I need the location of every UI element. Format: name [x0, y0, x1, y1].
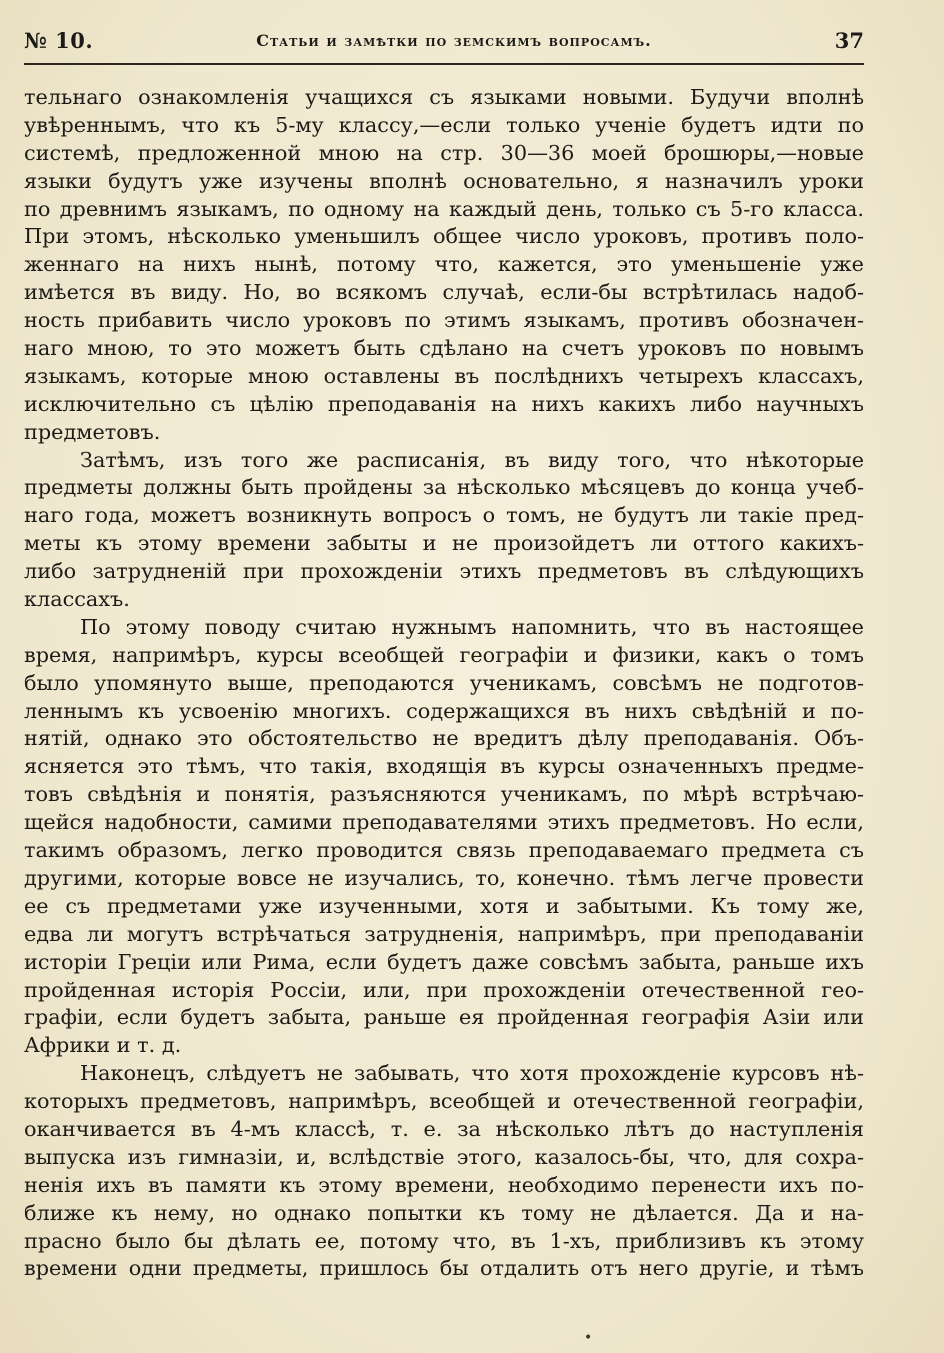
text-line: классахъ. [24, 587, 130, 612]
text-line: При этомъ, нѣсколько уменьшилъ общее число уроковъ, противъ поло- [24, 224, 864, 249]
text-line: увѣреннымъ, что къ 5-му классу,—если только ученіе будетъ идти по [24, 112, 864, 137]
text-line: выпуска изъ гимназіи, и, вслѣдствіе этого, казалось-бы, что, для сохра- [24, 1144, 864, 1169]
header-rule [24, 63, 864, 65]
text-line: тельнаго ознакомленія учащихся съ языками новыми. Будучи вполнѣ [24, 85, 864, 109]
text-line: товъ свѣдѣнія и понятія, разъясняются ученикамъ, по мѣрѣ встрѣчаю- [24, 782, 864, 807]
text-line: меты къ этому времени забыты и не произойдетъ ли оттого какихъ- [24, 531, 864, 556]
text-line: женнаго на нихъ нынѣ, потому что, кажется, это уменьшеніе уже [24, 252, 864, 277]
text-line: графіи, если будетъ забыта, раньше ея пройденная географія Азіи или [24, 1005, 864, 1030]
running-header [24, 28, 864, 58]
text-line: ность прибавить число уроковъ по этимъ языкамъ, противъ обозначен- [24, 308, 864, 333]
text-line: По этому поводу считаю нужнымъ напомнить, что въ настоящее [80, 614, 864, 639]
text-line: время, напримѣръ, курсы всеобщей географіи и физики, какъ о томъ [24, 642, 864, 667]
text-line: наго мною, то это можетъ быть сдѣлано на счетъ уроковъ по новымъ [24, 336, 864, 361]
text-line: наго года, можетъ возникнуть вопросъ о томъ, не будутъ ли такіе пред- [24, 503, 864, 528]
text-line: ее съ предметами уже изученными, хотя и забытыми. Къ тому же, [24, 893, 864, 918]
text-line: по древнимъ языкамъ, по одному на каждый день, только съ 5-го класса. [24, 196, 864, 221]
text-line: Наконецъ, слѣдуетъ не забывать, что хотя прохожденіе курсовъ нѣ- [80, 1061, 864, 1086]
text-line: системѣ, предложенной мною на стр. 30—36 моей брошюры,—новые [24, 140, 864, 165]
text-line: было упомянуто выше, преподаются ученикамъ, совсѣмъ не подготов- [24, 670, 864, 695]
text-line: ясняется это тѣмъ, что такія, входящія въ курсы означенныхъ предме- [24, 754, 864, 779]
paragraph [24, 614, 864, 1060]
text-line: пройденная исторія Россіи, или, при прохожденіи отечественной гео- [24, 977, 864, 1002]
text-line: времени одни предметы, пришлось бы отдалить отъ него другіе, и тѣмъ [24, 1256, 864, 1281]
text-line: ближе къ нему, но однако попытки къ тому не дѣлается. Да и на- [24, 1200, 864, 1225]
text-line: оканчивается въ 4-мъ классѣ, т. е. за нѣсколько лѣтъ до наступленія [24, 1116, 864, 1141]
paragraph [24, 84, 864, 447]
issue-number: № 10. [24, 28, 94, 53]
paragraph [24, 1060, 864, 1283]
text-line: имѣется въ виду. Но, во всякомъ случаѣ, если-бы встрѣтилась надоб- [24, 280, 864, 305]
text-line: исторіи Греціи или Рима, если будетъ даже совсѣмъ забыта, раньше ихъ [24, 949, 864, 974]
text-line: щейся надобности, самими преподавателями этихъ предметовъ. Но если, [24, 810, 864, 835]
text-line: ненія ихъ въ памяти къ этому времени, необходимо перенести ихъ по- [24, 1172, 864, 1197]
paragraph [24, 447, 864, 614]
text-line: прасно было бы дѣлать ее, потому что, въ 1-хъ, приблизивъ къ этому [24, 1228, 864, 1253]
text-line: либо затрудненій при прохожденіи этихъ предметовъ въ слѣдующихъ [24, 559, 864, 584]
text-line: Африки и т. д. [24, 1033, 182, 1058]
text-line: другими, которые вовсе не изучались, то, конечно. тѣмъ легче провести [24, 865, 864, 890]
page-number: 37 [834, 28, 864, 53]
text-line: языки будутъ уже изучены вполнѣ основательно, я назначилъ уроки [24, 168, 864, 193]
text-line: которыхъ предметовъ, напримѣръ, всеобщей и отечественной географіи, [24, 1089, 864, 1114]
text-line: такимъ образомъ, легко проводится связь преподаваемаго предмета съ [24, 838, 864, 863]
text-line: языкамъ, которые мною оставлены въ послѣднихъ четырехъ классахъ, [24, 363, 864, 388]
body-text [24, 84, 864, 1283]
text-line: исключительно съ цѣлію преподаванія на нихъ какихъ либо научныхъ [24, 391, 864, 416]
footer-mark: • [584, 1330, 593, 1346]
text-line: нятій, однако это обстоятельство не вредитъ дѣлу преподаванія. Объ- [24, 726, 864, 751]
text-line: Затѣмъ, изъ того же расписанія, въ виду того, что нѣкоторые [80, 447, 864, 472]
running-title: Статьи и замѣтки по земскимъ вопросамъ. [256, 31, 652, 50]
text-line: предметы должны быть пройдены за нѣсколько мѣсяцевъ до конца учеб- [24, 475, 864, 500]
text-line: леннымъ къ усвоенію многихъ. содержащихся въ нихъ свѣдѣній и по- [24, 698, 864, 723]
text-line: едва ли могутъ встрѣчаться затрудненія, напримѣръ, при преподаваніи [24, 921, 864, 946]
text-line: предметовъ. [24, 419, 161, 444]
